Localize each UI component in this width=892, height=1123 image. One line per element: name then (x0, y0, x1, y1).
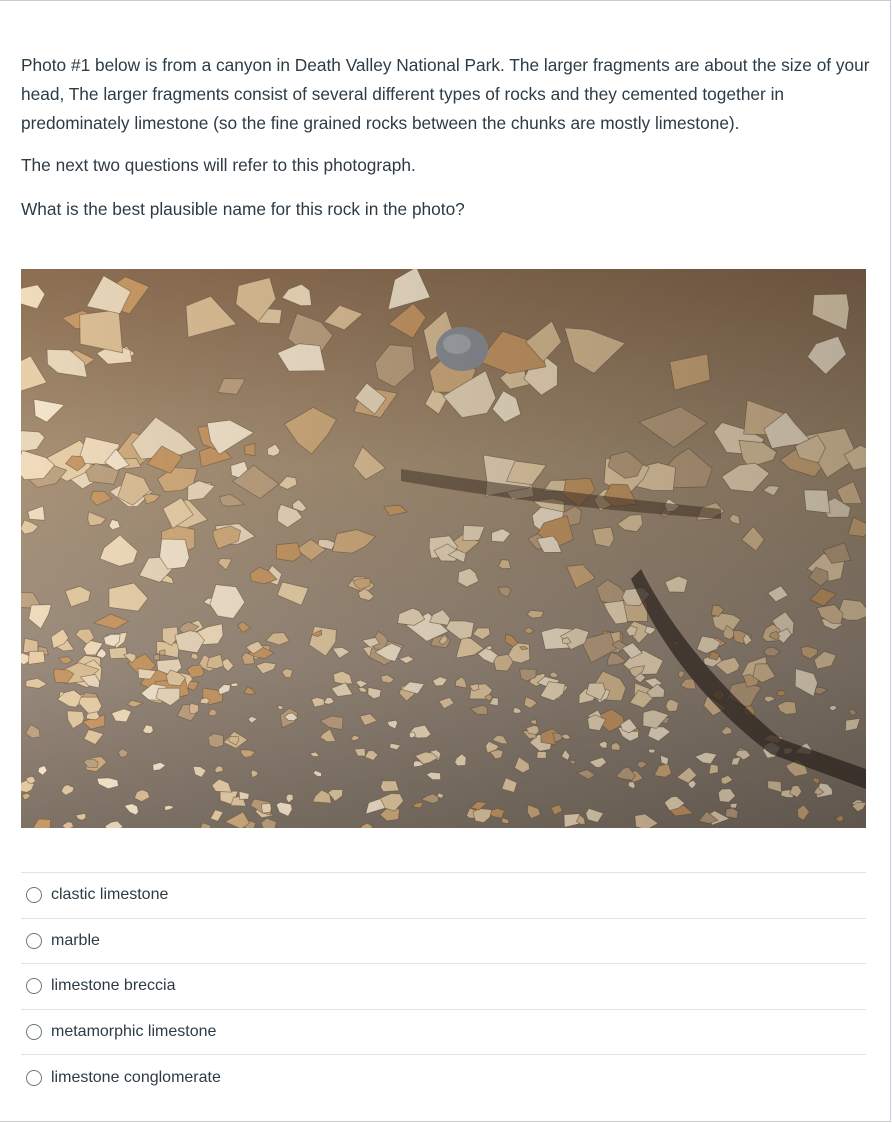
radio-button-icon[interactable] (26, 933, 42, 949)
answer-list (21, 872, 866, 1101)
answer-option[interactable] (21, 1055, 866, 1101)
question-paragraph-reference: The next two questions will refer to this photograph. (21, 155, 416, 175)
answer-label[interactable]: metamorphic limestone (51, 1022, 217, 1040)
answer-label[interactable]: marble (51, 931, 100, 949)
radio-button-icon[interactable] (26, 978, 42, 994)
answer-option[interactable] (21, 1010, 866, 1056)
answer-option[interactable] (21, 873, 866, 919)
radio-button-icon[interactable] (26, 887, 42, 903)
answer-option[interactable] (21, 964, 866, 1010)
rock-photo-image (21, 269, 866, 828)
answer-label[interactable]: clastic limestone (51, 886, 169, 904)
question-prompt: What is the best plausible name for this rock in the photo? (21, 199, 465, 219)
question-paragraph-intro: Photo #1 below is from a canyon in Death Valley National Park. The larger fragments are about the size of your head, The larger fragments consist of several different types of rocks and they cemented together in predominately limestone (so the fine grained rocks between the chunks are mostly limestone). (21, 55, 870, 133)
answer-option[interactable] (21, 919, 866, 965)
answer-label[interactable]: limestone breccia (51, 977, 176, 995)
radio-button-icon[interactable] (26, 1024, 42, 1040)
answer-label[interactable]: limestone conglomerate (51, 1068, 221, 1086)
rock-photo (21, 269, 866, 828)
radio-button-icon[interactable] (26, 1070, 42, 1086)
question-text (21, 51, 871, 224)
